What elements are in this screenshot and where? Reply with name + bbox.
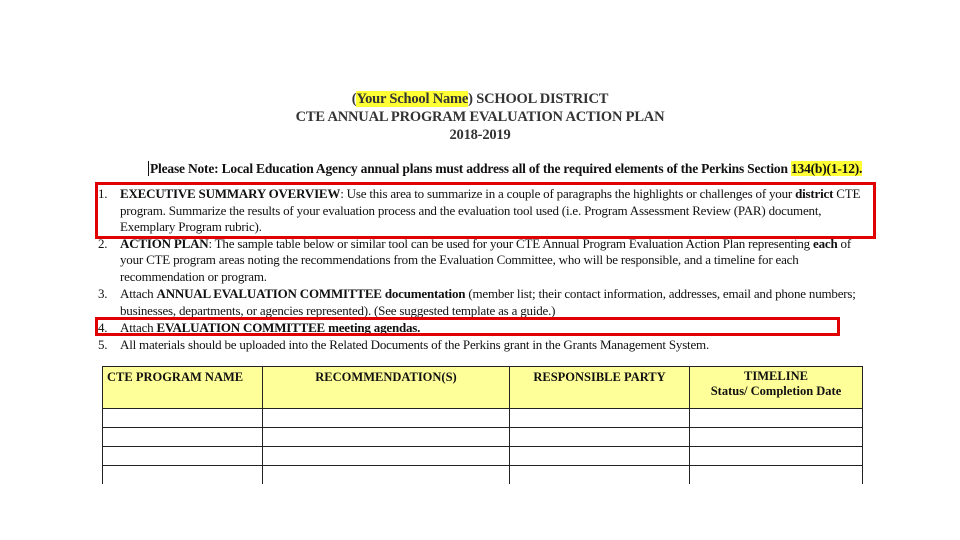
document-title [0,90,960,144]
table-row [103,447,863,466]
note-section-ref: 134(b)(1-12). [790,161,863,176]
highlight-box-executive-summary [95,182,876,239]
status-label: Status/ Completion Date [710,384,842,398]
col-header-responsible: RESPONSIBLE PARTY [510,367,690,409]
item-bold-word: each [813,235,838,251]
item-text: CTE program. Summarize the results of your evaluation process and the evaluation tool used (i.e. Program Assessment Review (PAR) document, Exemplary Program rubric). [120,186,861,234]
item-bold-word: district [795,186,834,201]
table-row [103,428,863,447]
table-cell[interactable] [510,447,690,466]
table-cell[interactable] [103,428,263,447]
table-cell[interactable] [690,447,863,466]
item-text: of your CTE program areas noting the recommendations from the Evaluation Committee, who will be responsible, and a timeline for each recommendation or program. [120,235,851,284]
item-number: 4. [98,320,108,335]
list-item [98,337,868,354]
timeline-label: TIMELINE [744,369,808,383]
item-prefix: Attach [120,320,157,335]
table-cell[interactable] [103,466,263,485]
school-name-placeholder: Your School Name [356,91,469,107]
item-text: (member list; their contact information, addresses, email and phone numbers; businesses, departments, or agencies represented). (See suggested template as a guide.) [120,286,856,318]
table-cell[interactable] [103,409,263,428]
item-number: 3. [98,286,108,301]
item-text: : Use this area to summarize in a couple of paragraphs the highlights or challenges of your [340,186,796,201]
table-cell[interactable] [263,447,510,466]
item-label: EVALUATION COMMITTEE meeting agendas. [156,320,421,335]
highlight-box-meeting-agendas [95,317,840,336]
col-header-program: CTE PROGRAM NAME [103,367,263,409]
table-cell[interactable] [510,466,690,485]
table-header-row [103,367,863,409]
table-row [103,466,863,485]
item-label: ACTION PLAN [120,235,209,251]
table-row [103,409,863,428]
item-label: EXECUTIVE SUMMARY OVERVIEW [120,186,341,201]
table-cell[interactable] [263,428,510,447]
text-caret [148,161,149,176]
item-text: All materials should be uploaded into the Related Documents of the Perkins grant in the Grants Management System. [120,336,709,352]
item-number: 1. [98,186,108,201]
school-district-label: ) SCHOOL DISTRICT [468,91,609,107]
item-text: : The sample table below or similar tool can be used for your CTE Annual Program Evaluation Action Plan representing [208,235,814,251]
table-cell[interactable] [103,447,263,466]
item-number: 5. [98,336,108,352]
title-line-2: CTE ANNUAL PROGRAM EVALUATION ACTION PLAN [295,109,665,125]
list-item [98,236,868,286]
table-cell[interactable] [510,428,690,447]
table-cell[interactable] [690,466,863,485]
title-paren: ( [351,91,357,107]
item-number: 2. [98,235,108,251]
please-note [148,161,862,177]
table-cell[interactable] [263,466,510,485]
table-cell[interactable] [690,428,863,447]
col-header-timeline [690,367,863,409]
col-header-recommendations: RECOMMENDATION(S) [263,367,510,409]
action-plan-table [102,366,863,484]
table-cell[interactable] [690,409,863,428]
table-cell[interactable] [263,409,510,428]
list-item [98,286,868,319]
title-year: 2018-2019 [449,127,511,143]
title-line-1 [0,90,960,108]
item-prefix: Attach [120,286,157,301]
table-cell[interactable] [510,409,690,428]
note-text: Please Note: Local Education Agency annual plans must address all of the required elements of the Perkins Section [150,161,791,176]
item-label: ANNUAL EVALUATION COMMITTEE documentation [156,286,466,301]
